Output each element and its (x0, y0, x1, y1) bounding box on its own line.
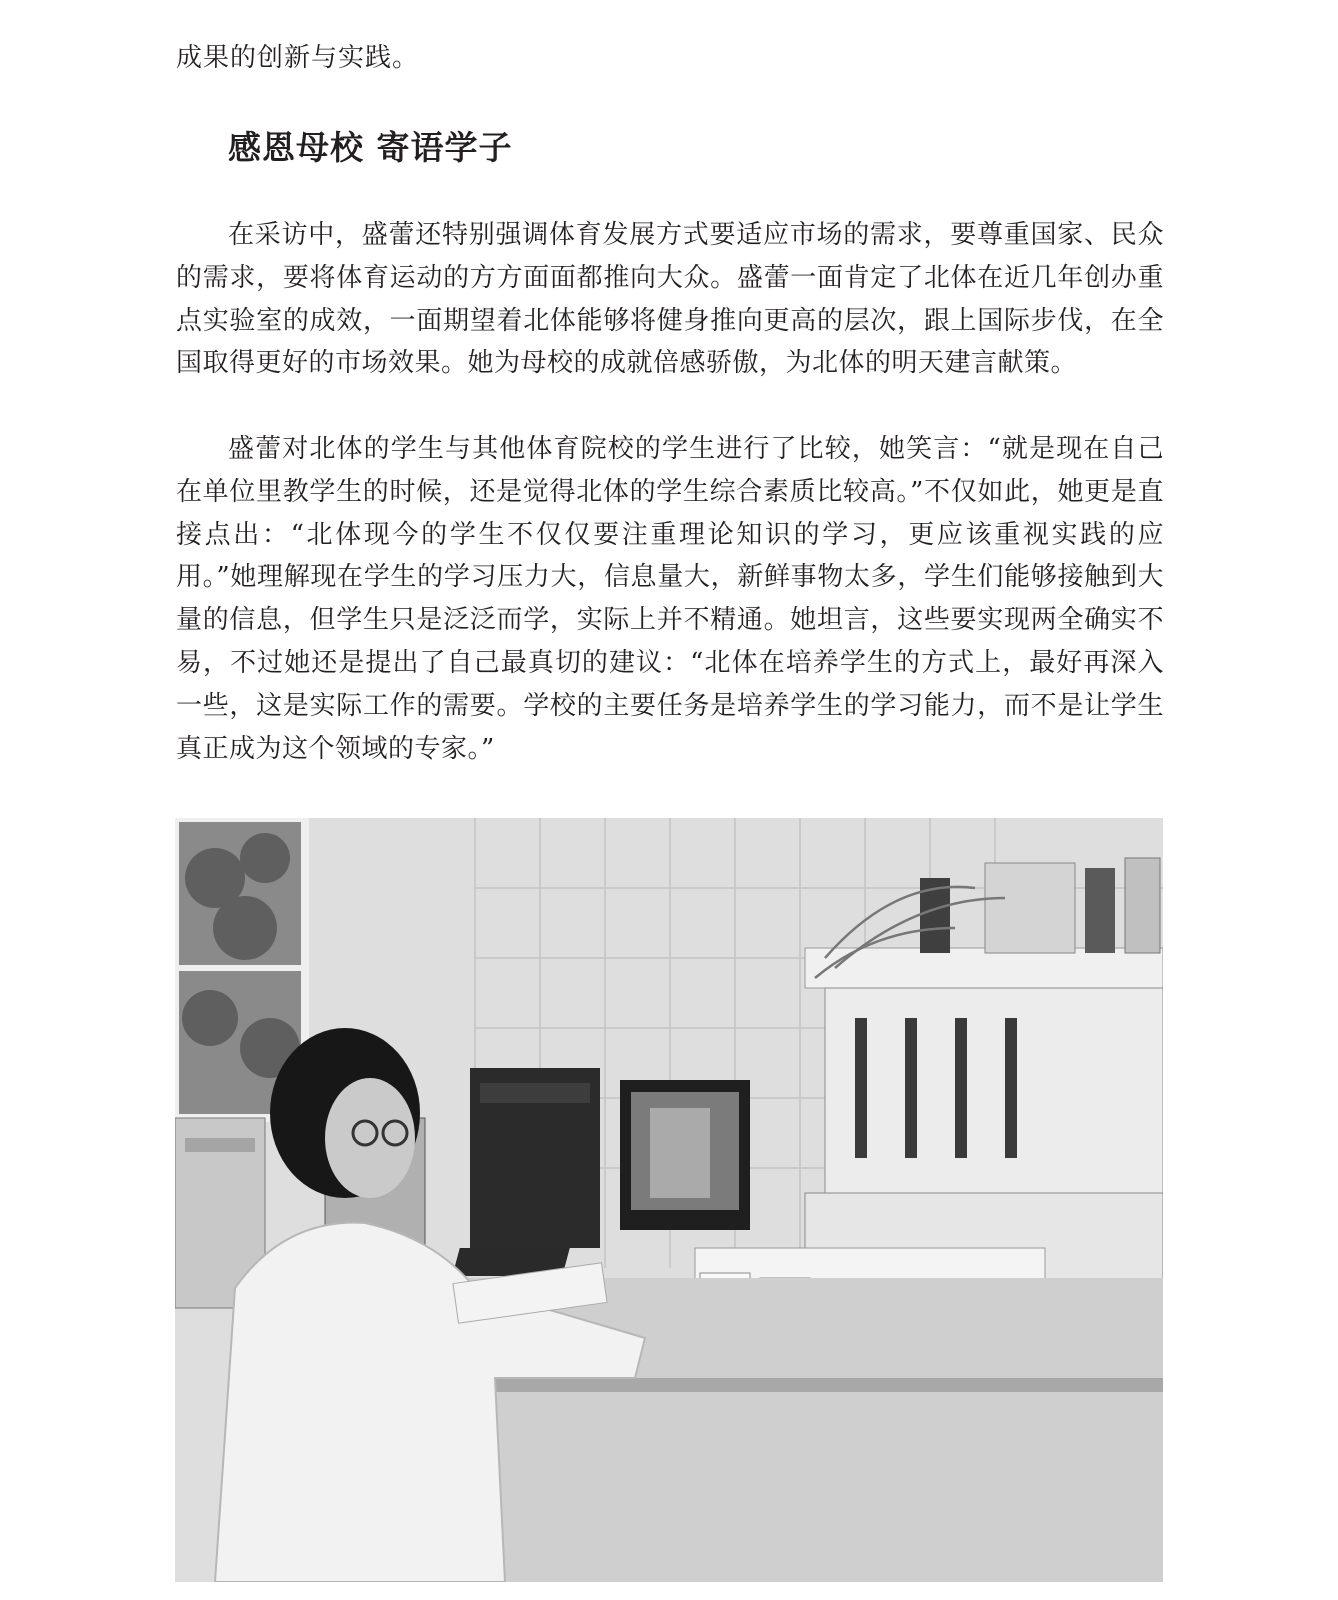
analyzer-shelf (805, 948, 1163, 988)
lead-line: 成果的创新与实践。 (176, 43, 420, 73)
left-pc-drive (185, 1138, 255, 1152)
analyzer-pump-unit (825, 988, 1163, 1193)
bench-edge (405, 1378, 1163, 1392)
monitor-spreadsheet (650, 1108, 710, 1198)
body-paragraph-2: 盛蕾对北体的学生与其他体育院校的学生进行了比较，她笑言：“就是现在自己在单位里教学生的时候，还是觉得北体的学生综合素质比较高。”不仅如此，她更是直接点出：“北体现今的学生不仅仅要注重理论知识的学习，更应该重视实践的应用。”她理解现在学生的学习压力大，信息量大，新鲜事物太多，学生们能够接触到大量的信息，但学生只是泛泛而学，实际上并不精通。她坦言，这些要实现两全确实不易，不过她还是提出了自己最真切的建议：“北体在培养学生的方式上，最好再深入一些，这是实际工作的需要。学校的主要任务是培养学生的学习能力，而不是让学生真正成为这个领域的专家。” (176, 434, 1164, 764)
lab-photo (175, 818, 1163, 1582)
pc-tower-bay (480, 1083, 590, 1103)
section-title: 感恩母校 寄语学子 (228, 128, 513, 167)
person-face (325, 1078, 415, 1198)
body-paragraph-1: 在采访中，盛蕾还特别强调体育发展方式要适应市场的需求，要尊重国家、民众的需求，要将体育运动的方方面面都推向大众。盛蕾一面肯定了北体在近几年创办重点实验室的成效，一面期望着北体能够将健身推向更高的层次，跟上国际步伐，在全国取得更好的市场效果。她为母校的成就倍感骄傲，为北体的明天建言献策。 (176, 220, 1164, 379)
